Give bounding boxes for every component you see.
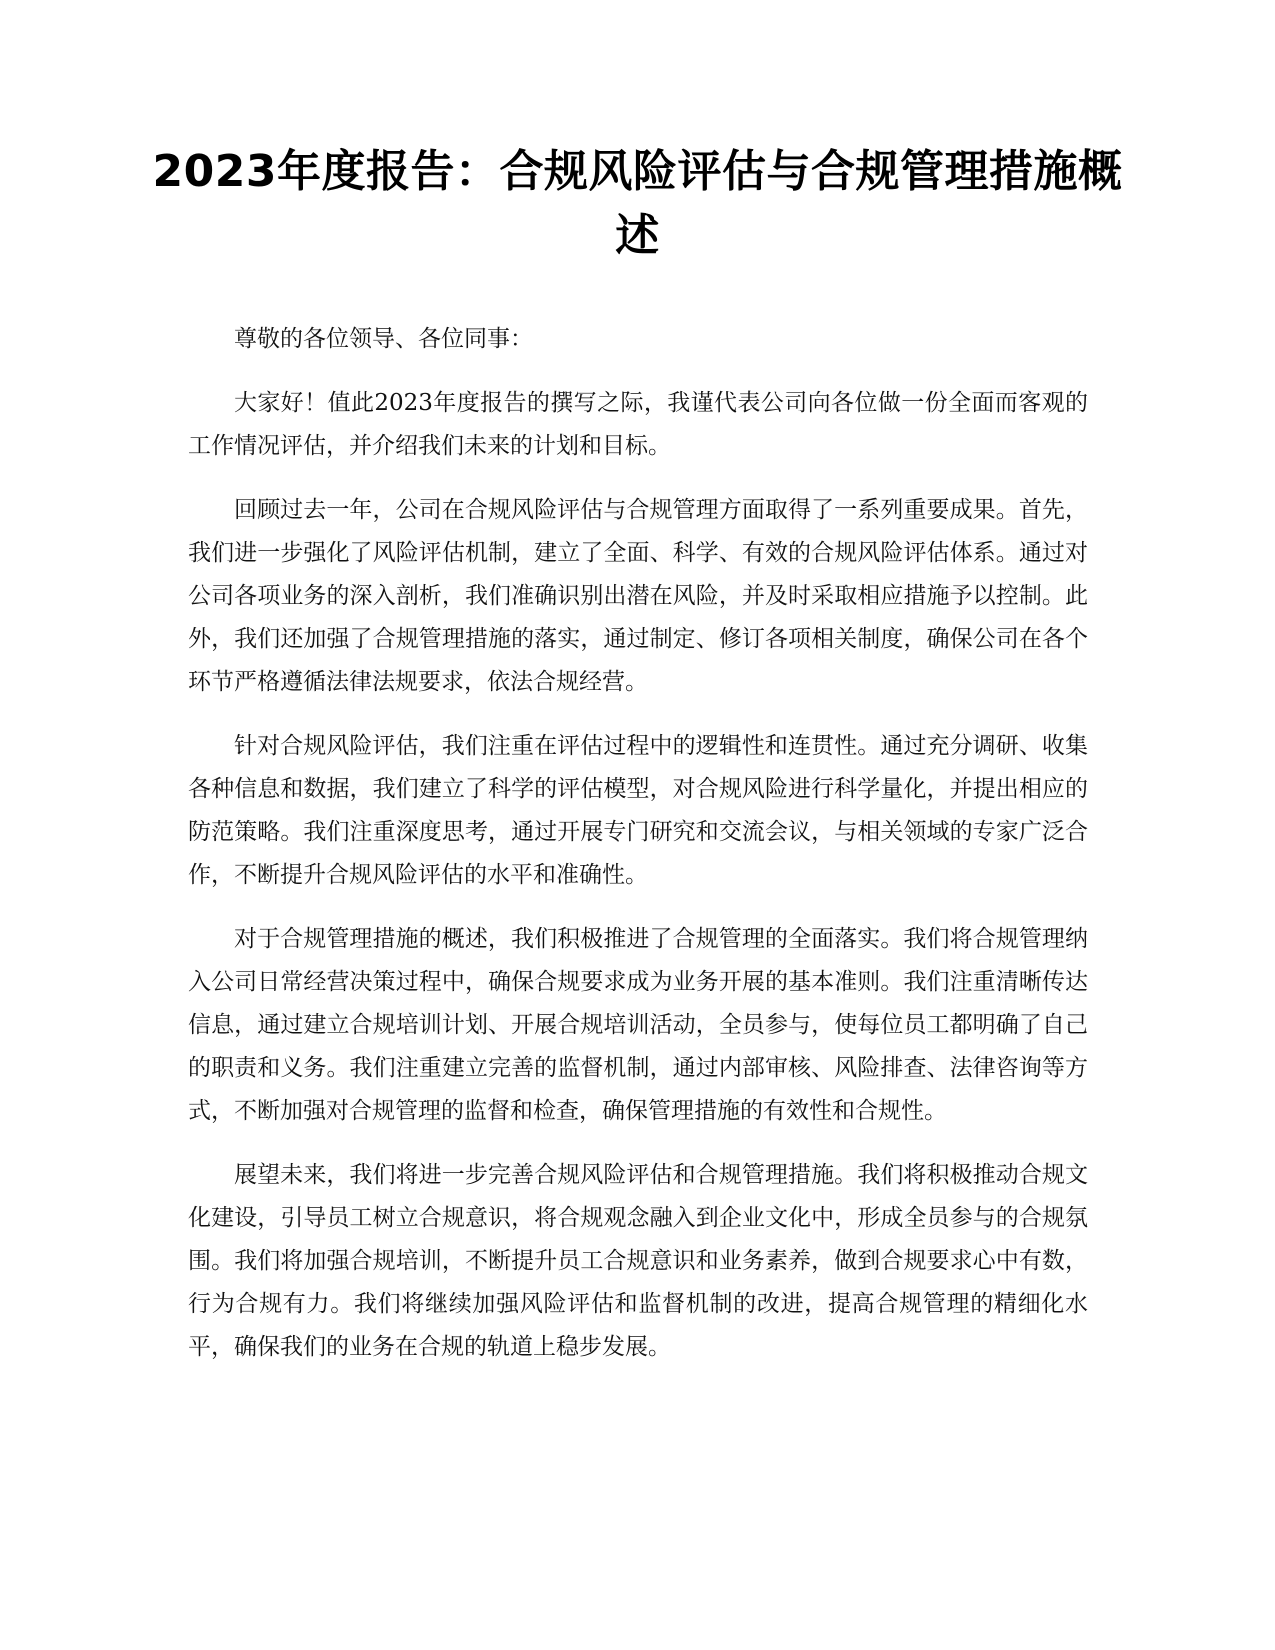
- paragraph-review: 回顾过去一年，公司在合规风险评估与合规管理方面取得了一系列重要成果。首先，我们进一步强化了风险评估机制，建立了全面、科学、有效的合规风险评估体系。通过对公司各项业务的深入剖析，我们准确识别出潜在风险，并及时采取相应措施予以控制。此外，我们还加强了合规管理措施的落实，通过制定、修订各项相关制度，确保公司在各个环节严格遵循法律法规要求，依法合规经营。: [188, 497, 1088, 695]
- paragraph-outlook: 展望未来，我们将进一步完善合规风险评估和合规管理措施。我们将积极推动合规文化建设，引导员工树立合规意识，将合规观念融入到企业文化中，形成全员参与的合规氛围。我们将加强合规培训，不断提升员工合规意识和业务素养，做到合规要求心中有数，行为合规有力。我们将继续加强风险评估和监督机制的改进，提高合规管理的精细化水平，确保我们的业务在合规的轨道上稳步发展。: [188, 1162, 1088, 1360]
- salutation: 尊敬的各位领导、各位同事：: [234, 326, 533, 352]
- paragraph-management-measures: 对于合规管理措施的概述，我们积极推进了合规管理的全面落实。我们将合规管理纳入公司日常经营决策过程中，确保合规要求成为业务开展的基本准则。我们注重清晰传达信息，通过建立合规培训计划、开展合规培训活动，全员参与，使每位员工都明确了自己的职责和义务。我们注重建立完善的监督机制，通过内部审核、风险排查、法律咨询等方式，不断加强对合规管理的监督和检查，确保管理措施的有效性和合规性。: [188, 926, 1088, 1124]
- paragraph-greeting: 大家好！值此2023年度报告的撰写之际，我谨代表公司向各位做一份全面而客观的工作情况评估，并介绍我们未来的计划和目标。: [188, 390, 1088, 459]
- paragraph-risk-assessment: 针对合规风险评估，我们注重在评估过程中的逻辑性和连贯性。通过充分调研、收集各种信息和数据，我们建立了科学的评估模型，对合规风险进行科学量化，并提出相应的防范策略。我们注重深度思考，通过开展专门研究和交流会议，与相关领域的专家广泛合作，不断提升合规风险评估的水平和准确性。: [188, 733, 1088, 888]
- document-title: 2023年度报告：合规风险评估与合规管理措施概述: [152, 146, 1123, 261]
- document-body: [188, 318, 1088, 1390]
